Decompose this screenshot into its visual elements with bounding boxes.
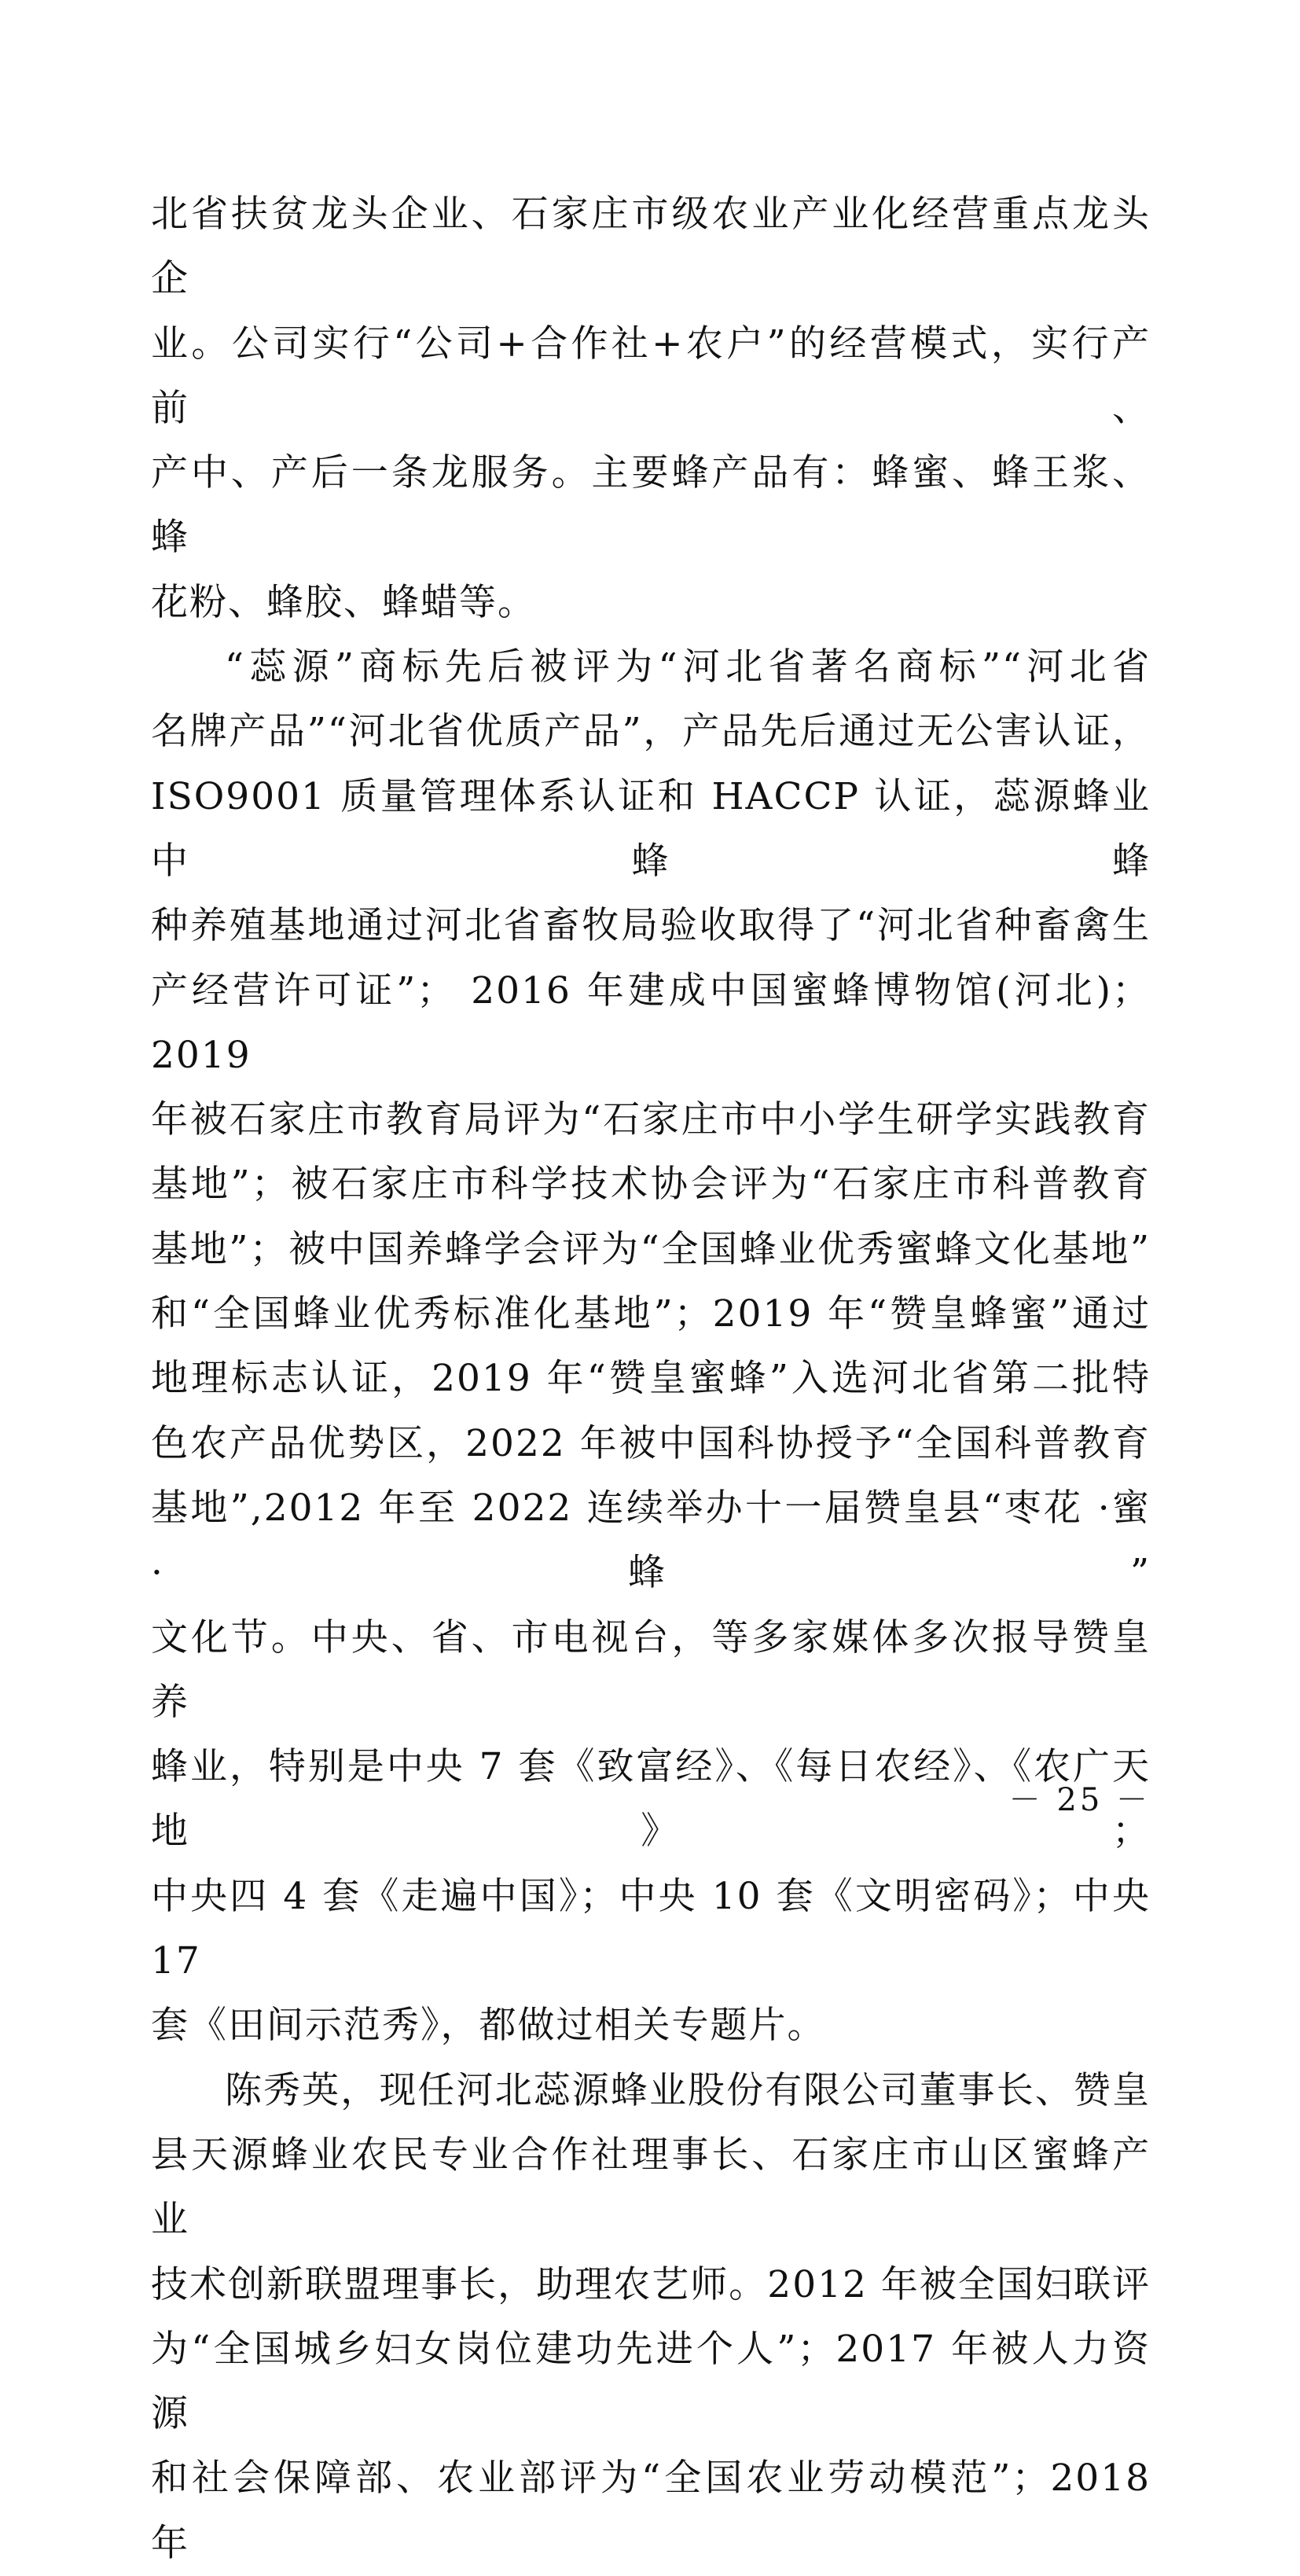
- body-text: [151, 182, 1151, 2576]
- text-line: 县天源蜂业农民专业合作社理事长、石家庄市山区蜜蜂产业: [151, 2133, 1151, 2242]
- text-line: 蜂业，特别是中央 7 套《致富经》、《每日农经》、《农广天地》；: [151, 1745, 1151, 1854]
- text-line: 套《田间示范秀》，都做过相关专题片。: [151, 2004, 826, 2048]
- text-line: 和社会保障部、农业部评为“全国农业劳动模范”；2018 年: [151, 2457, 1151, 2565]
- text-line: 基地”；被中国养蜂学会评为“全国蜂业优秀蜜蜂文化基地”: [151, 1227, 1151, 1271]
- text-line: 业。公司实行“公司+合作社+农户”的经营模式，实行产前、: [151, 322, 1151, 430]
- paragraph-2: [151, 635, 1151, 2059]
- text-line: 文化节。中央、省、市电视台，等多家媒体多次报导赞皇养: [151, 1615, 1151, 1724]
- text-line: 北省扶贫龙头企业、石家庄市级农业产业化经营重点龙头企: [151, 193, 1151, 301]
- text-line: 为“全国城乡妇女岗位建功先进个人”；2017 年被人力资源: [151, 2327, 1151, 2436]
- text-line: 产经营许可证”； 2016 年建成中国蜜蜂博物馆(河北)；2019: [151, 968, 1151, 1077]
- text-line: 年被石家庄市教育局评为“石家庄市中小学生研学实践教育: [151, 1098, 1151, 1142]
- text-line: 基地”,2012 年至 2022 连续举办十一届赞皇县“枣花 ·蜜 ·蜂”: [151, 1486, 1151, 1595]
- text-line: 色农产品优势区，2022 年被中国科协授予“全国科普教育: [151, 1421, 1151, 1465]
- paragraph-1: [151, 182, 1151, 635]
- text-line: 名牌产品”“河北省优质产品”，产品先后通过无公害认证，: [151, 710, 1151, 754]
- text-line: 陈秀英，现任河北蕊源蜂业股份有限公司董事长、赞皇: [225, 2068, 1151, 2112]
- text-line: 技术创新联盟理事长，助理农艺师。2012 年被全国妇联评: [151, 2262, 1151, 2306]
- text-line: 种养殖基地通过河北省畜牧局验收取得了“河北省种畜禽生: [151, 904, 1151, 948]
- text-line: 中央四 4 套《走遍中国》；中央 10 套《文明密码》；中央 17: [151, 1874, 1151, 1983]
- text-line: 地理标志认证，2019 年“赞皇蜜蜂”入选河北省第二批特: [151, 1357, 1151, 1401]
- text-line: 产中、产后一条龙服务。主要蜂产品有：蜂蜜、蜂王浆、蜂: [151, 451, 1151, 560]
- text-line: 花粉、蜂胶、蜂蜡等。: [151, 580, 536, 624]
- text-line: 和“全国蜂业优秀标准化基地”；2019 年“赞皇蜂蜜”通过: [151, 1292, 1151, 1336]
- paragraph-3: [151, 2059, 1151, 2576]
- text-line: ISO9001 质量管理体系认证和 HACCP 认证，蕊源蜂业中蜂蜂: [151, 774, 1151, 883]
- text-line: 基地”；被石家庄市科学技术协会评为“石家庄市科普教育: [151, 1163, 1151, 1207]
- page-number: － 25 －: [1008, 1782, 1151, 1818]
- text-line: “蕊源”商标先后被评为“河北省著名商标”“河北省: [225, 645, 1151, 689]
